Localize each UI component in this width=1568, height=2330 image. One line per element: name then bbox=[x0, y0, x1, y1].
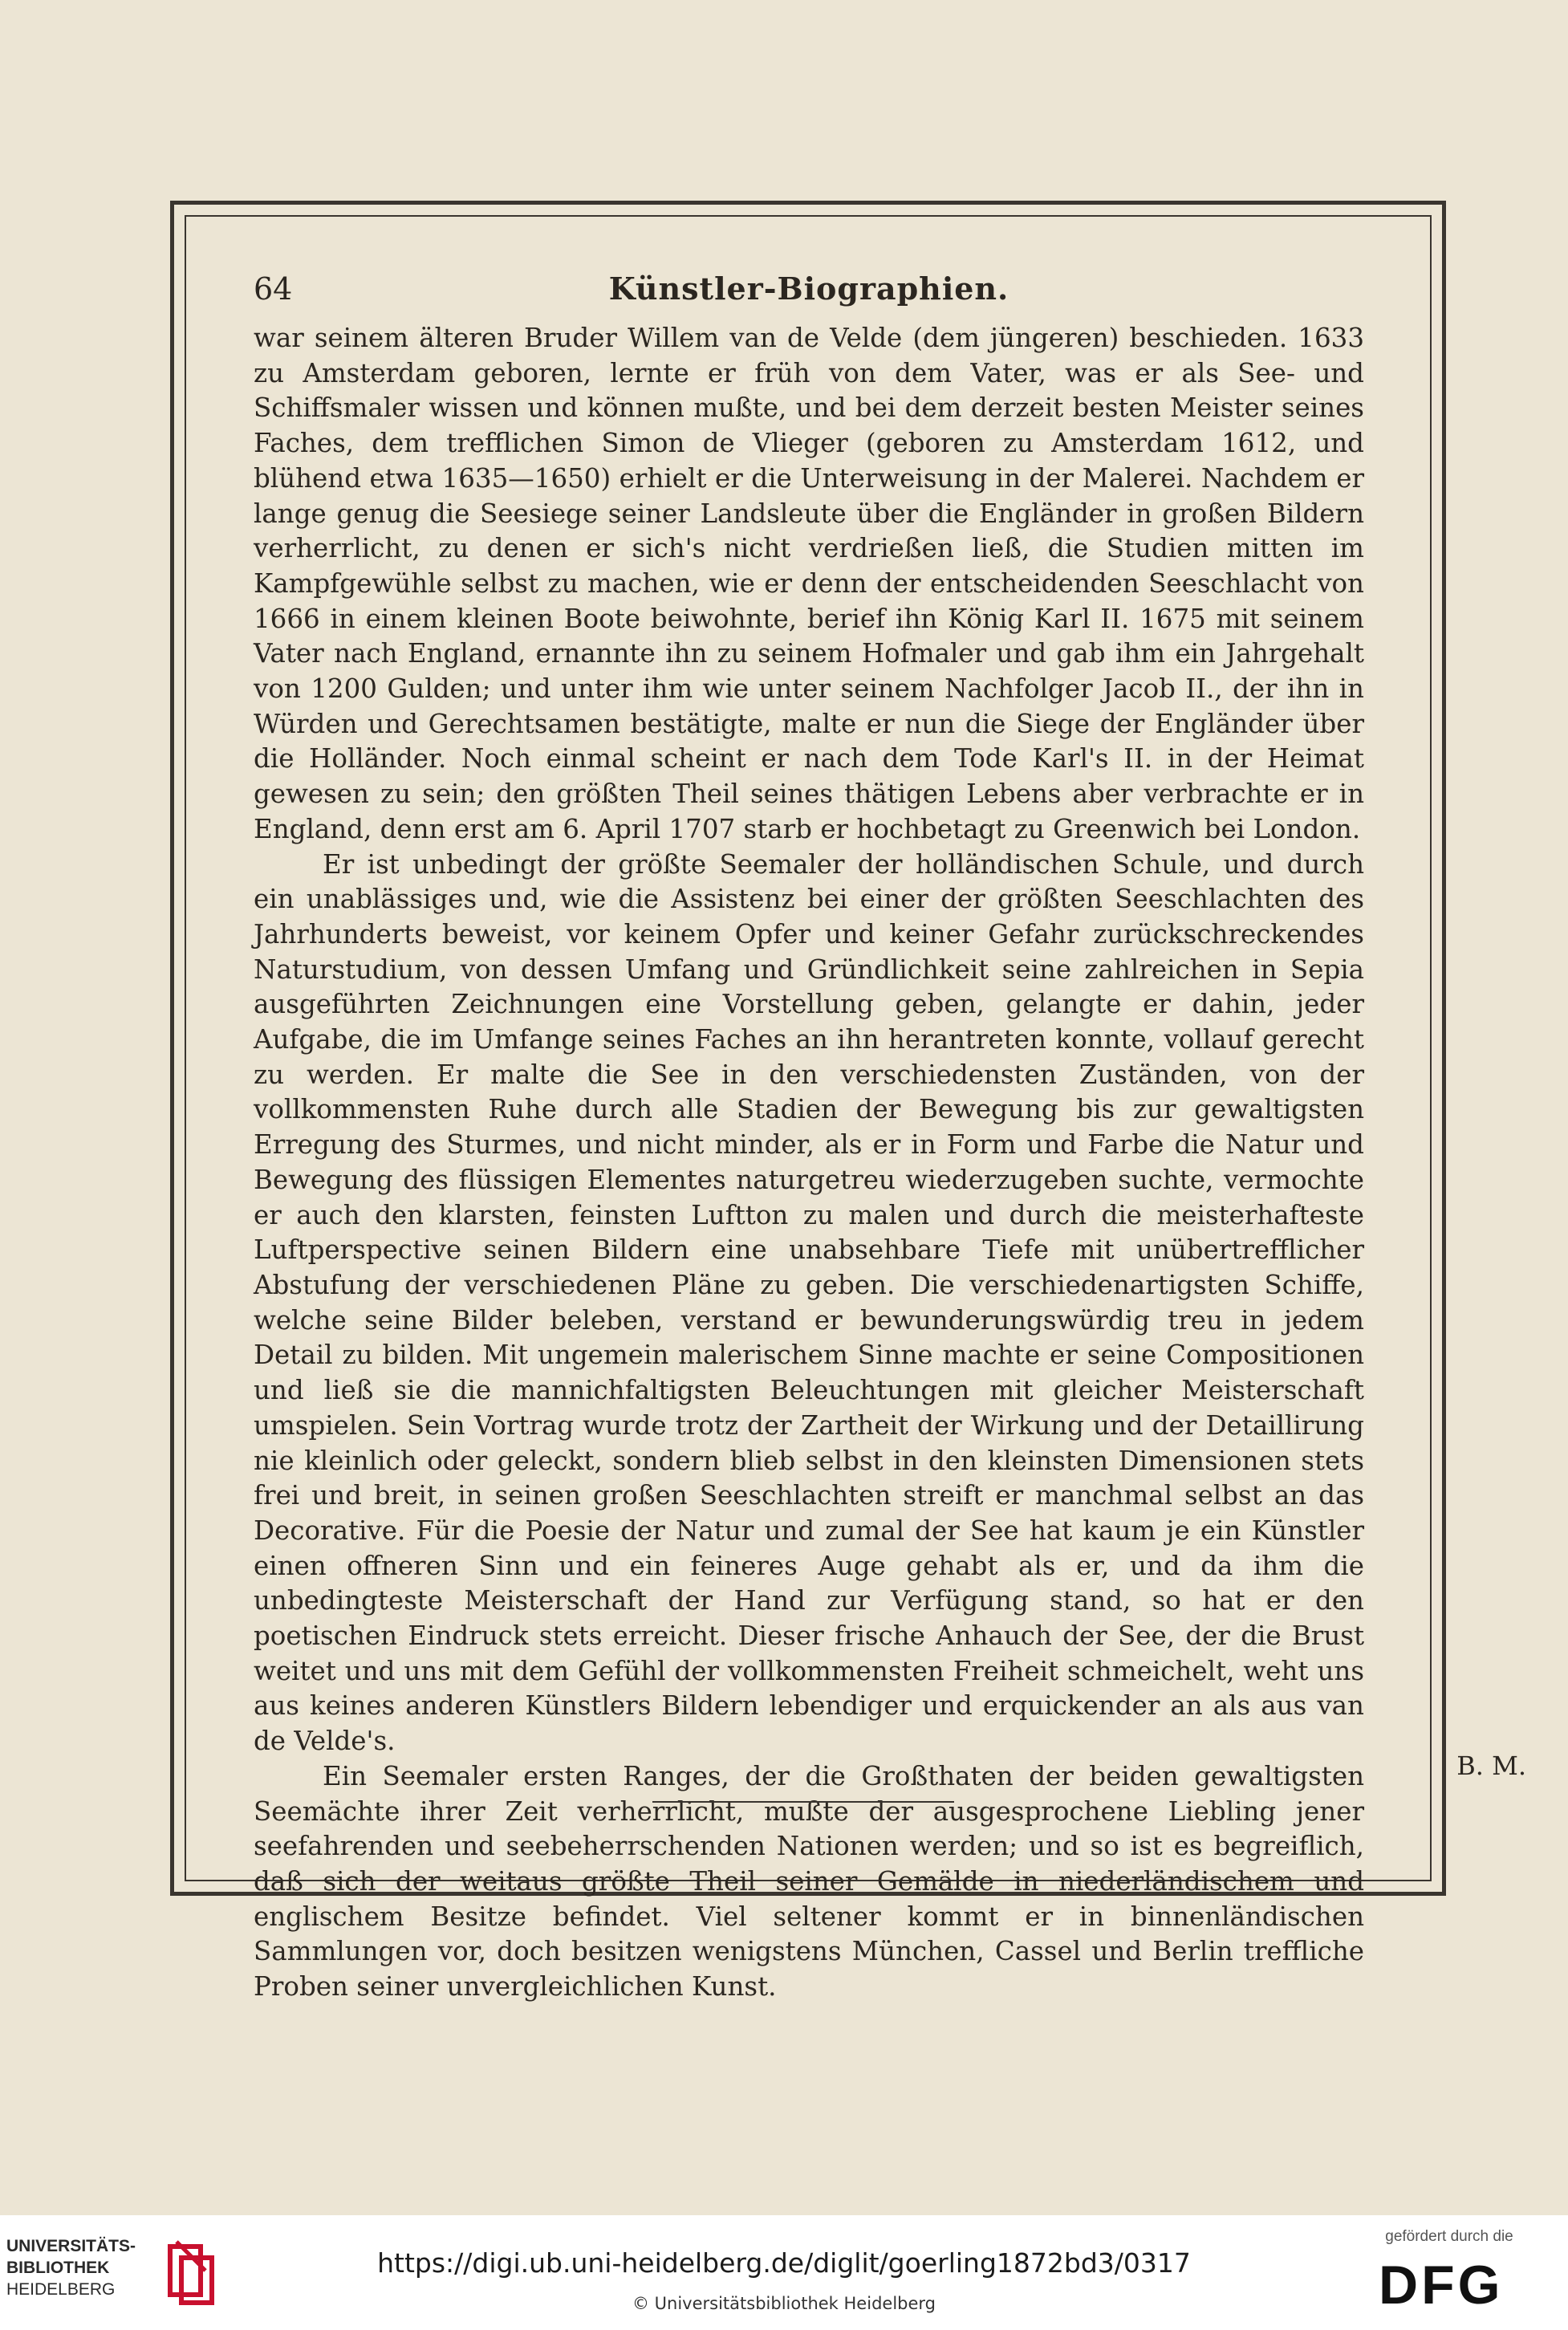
paragraph: Er ist unbedingt der größte Seemaler der holländischen Schule, und durch ein unablässiges und, wie die Assistenz bei einer der größten Seeschlachten des Jahrhunderts beweist, vor keinem Opfer und keiner Gefahr zurückschreckendes Naturstudium, von dessen Umfang und Gründlichkeit seine zahlreichen in Sepia ausgeführten Zeichnungen eine Vorstellung geben, gelangte er dahin, jeder Aufgabe, die im Umfange seines Faches an ihn herantreten konnte, vollauf gerecht zu werden. Er malte die See in den verschiedensten Zuständen, von der vollkommensten Ruhe durch alle Stadien der Bewegung bis zur gewaltigsten Erregung des Sturmes, und nicht minder, als er in Form und Farbe die Natur und Bewegung des flüssigen Elementes naturgetreu wiederzugeben suchte, vermochte er auch den klarsten, feinsten Luftton zu malen und durch die meisterhafteste Luftperspective seinen Bildern eine unabsehbare Tiefe mit unübertrefflicher Abstufung der verschiedenen Pläne zu geben. Die verschiedenartigsten Schiffe, welche seine Bilder beleben, verstand er bewunderungswürdig treu in jedem Detail zu bilden. Mit ungemein malerischem Sinne machte er seine Compositionen und ließ sie die mannichfaltigsten Beleuchtungen mit gleicher Meisterschaft umspielen. Sein Vortrag wurde trotz der Zartheit der Wirkung und der Detaillirung nie kleinlich oder geleckt, sondern blieb selbst in den kleinsten Dimensionen stets frei und breit, in seinen großen Seeschlachten streift er manchmal selbst an das Decorative. Für die Poesie der Natur und zumal der See hat kaum je ein Künstler einen offneren Sinn und ein feineres Auge gehabt als er, und da ihm die unbedingteste Meisterschaft der Hand zur Verfügung stand, so hat er den poetischen Eindruck stets erreicht. Dieser frische Anhauch der See, der die Brust weitet und uns mit dem Gefühl der vollkommensten Freiheit schmeichelt, weht uns aus keines anderen Künstlers Bildern lebendiger und erquickender an als aus van de Velde's. bbox=[254, 848, 1364, 1757]
funder-note: gefördert durch die bbox=[1385, 2228, 1513, 2245]
library-name-line: HEIDELBERG bbox=[6, 2280, 116, 2299]
viewer-footer bbox=[0, 2215, 1568, 2330]
dfg-logo: DFG bbox=[1379, 2255, 1504, 2316]
page-number: 64 bbox=[254, 271, 293, 307]
copyright-notice: © Universitätsbibliothek Heidelberg bbox=[632, 2294, 936, 2313]
library-name-line: BIBLIOTHEK bbox=[6, 2259, 110, 2277]
library-name-line: UNIVERSITÄTS- bbox=[6, 2237, 136, 2255]
page-header bbox=[254, 269, 1364, 309]
permalink-url[interactable]: https://digi.ub.uni-heidelberg.de/diglit/goerling1872bd3/0317 bbox=[377, 2247, 1191, 2279]
funder-logo[interactable] bbox=[1369, 2228, 1529, 2320]
paragraph: Ein Seemaler ersten Ranges, der die Großthaten der beiden gewaltigsten Seemächte ihrer Zeit verherrlicht, mußte der ausgesprochene Liebling jener seefahrenden und seebeherrschenden Nationen werden; und so ist es begreiflich, daß sich der weitaus größte Theil seiner Gemälde in niederländischem und englischem Besitze befindet. Viel seltener kommt er in binnenländischen Sammlungen vor, doch besitzen wenigstens München, Cassel und Berlin treffliche Proben seiner unvergleichlichen Kunst. bbox=[254, 1760, 1364, 2003]
closing-rule bbox=[652, 1801, 954, 1803]
running-title: Künstler-Biographien. bbox=[608, 270, 1009, 307]
author-initials: B. M. bbox=[1456, 1751, 1526, 1781]
body-text bbox=[254, 321, 1364, 2005]
paragraph: war seinem älteren Bruder Willem van de Velde (dem jüngeren) beschieden. 1633 zu Amsterdam geboren, lernte er früh von dem Vater, was er als See- und Schiffsmaler wissen und können mußte, und bei dem derzeit besten Meister seines Faches, dem trefflichen Simon de Vlieger (geboren zu Amsterdam 1612, und blühend etwa 1635—1650) erhielt er die Unterweisung in der Malerei. Nachdem er lange genug die Seesiege seiner Landsleute über die Engländer in großen Bildern verherrlicht, zu denen er sich's nicht verdrießen ließ, die Studien mitten im Kampfgewühle selbst zu machen, wie er denn der entscheidenden Seeschlacht von 1666 in einem kleinen Boote beiwohnte, berief ihn König Karl II. 1675 mit seinem Vater nach England, ernannte ihn zu seinem Hofmaler und gab ihm ein Jahrgehalt von 1200 Gulden; und unter ihm wie unter seinem Nachfolger Jacob II., der ihn in Würden und Gerechtsamen bestätigte, malte er nun die Siege der Engländer über die Holländer. Noch einmal scheint er nach dem Tode Karl's II. in der Heimat gewesen zu sein; den größten Theil seines thätigen Lebens aber verbrachte er in England, denn erst am 6. April 1707 starb er hochbetagt zu Greenwich bei London. bbox=[254, 323, 1364, 844]
